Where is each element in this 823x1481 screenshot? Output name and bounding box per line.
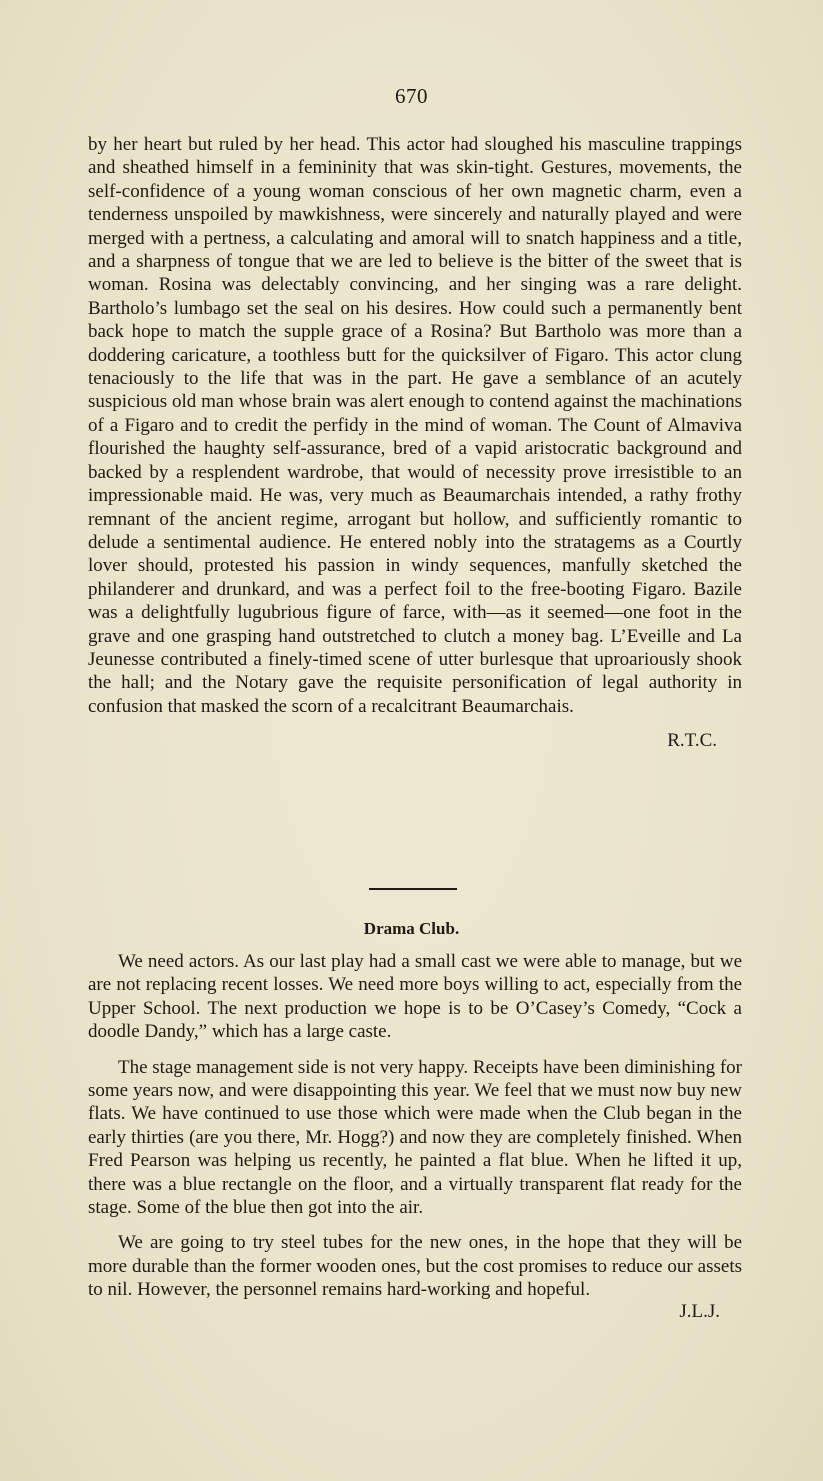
section-divider bbox=[369, 888, 457, 890]
section-heading: Drama Club. bbox=[363, 919, 460, 938]
drama-club-section bbox=[88, 950, 742, 1323]
drama-paragraph-2: The stage management side is not very happy. Receipts have been diminishing for some years now, and were disappointing this year. We feel that we must now buy new flats. We have continued to use those which were made when the Club began in the early thirties (are you there, Mr. Hogg?) and now they are completely finished. When Fred Pearson was helping us recently, he painted a flat blue. When he lifted it up, there was a blue rectangle on the floor, and a virtually transparent flat ready for the stage. Some of the blue then got into the air. bbox=[88, 1056, 743, 1219]
drama-paragraph-3: We are going to try steel tubes for the new ones, in the hope that they will be more durable than the former wooden ones, but the cost promises to reduce our assets to nil. However, the personnel remains hard-working and hopeful. bbox=[88, 1232, 742, 1301]
review-signature: R.T.C. bbox=[667, 730, 717, 752]
page-number: 670 bbox=[395, 84, 428, 108]
review-paragraph: by her heart but ruled by her head. This actor had sloughed his masculine trappings and sheathed himself in a femininity that was skin-tight. Gestures, movements, the self-confidence of a young woman conscious of her own magnetic charm, even a tenderness unspoiled by mawkishness, were sincerely and naturally played and were merged with a pertness, a calculating and amoral will to snatch happiness and a title, and a sharpness of tongue that we are led to believe is the bitter of the sweet that is woman. Rosina was delectably convincing, and her singing was a rare delight. Bartholo’s lumbago set the seal on his desires. How could such a permanently bent back hope to match the supple grace of a Rosina? But Bartholo was more than a doddering caricature, a toothless butt for the quicksilver of Figaro. This actor clung tenaciously to the life that was in the part. He gave a semblance of an acutely suspicious old man whose brain was alert enough to contend against the machinations of a Figaro and to credit the perfidy in the mind of woman. The Count of Almaviva flourished the haughty self-assurance, bred of a vapid aristocratic background and backed by a resplendent wardrobe, that would of necessity prove irresistible to an impressionable maid. He was, very much as Beaumarchais intended, a rathy frothy remnant of the ancient regime, arrogant but hollow, and sufficiently romantic to delude a sentimental audience. He entered nobly into the stratagems as a Courtly lover should, protested his passion in windy sequences, manfully sketched the philanderer and drunkard, and was a perfect foil to the free-booting Figaro. Bazile was a delightfully lugubrious figure of farce, with—as it seemed—one foot in the grave and one grasping hand outstretched to clutch a money bag. L’Eveille and La Jeunesse contributed a finely-timed scene of utter burlesque that uproariously shook the hall; and the Notary gave the requisite personification of legal authority in confusion that masked the scorn of a recalcitrant Beaumarchais. bbox=[88, 134, 742, 717]
drama-paragraph-1: We need actors. As our last play had a small cast we were able to manage, but we are not replacing recent losses. We need more boys willing to act, especially from the Upper School. The next production we hope is to be O’Casey’s Comedy, “Cock a doodle Dandy,” which has a large caste. bbox=[88, 951, 742, 1043]
drama-signature: J.L.J. bbox=[679, 1300, 720, 1322]
review-section bbox=[88, 133, 742, 752]
